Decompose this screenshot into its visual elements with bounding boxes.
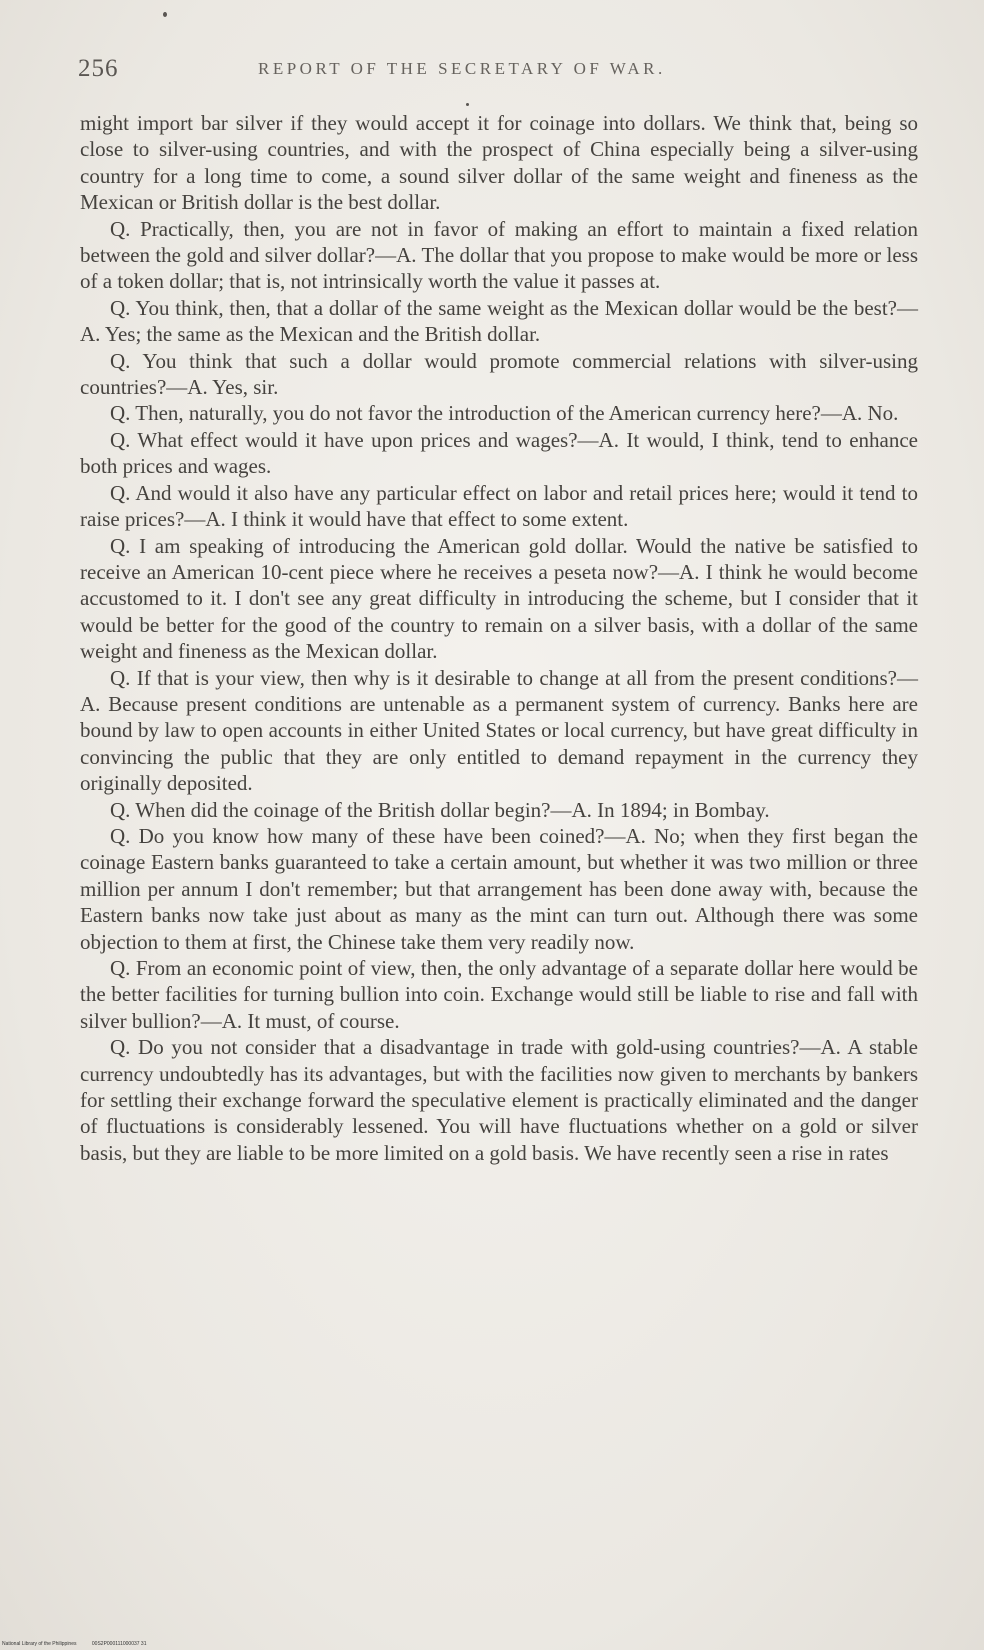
page-number: 256 — [78, 55, 119, 82]
paragraph: Q. Do you know how many of these have been coined?—A. No; when they first began the coinage Eastern banks guaranteed to take a certain amount, but whether it was two million or three million per annum I don't remember; but that arrangement has been done away with, because the Eastern banks now take just about as many as the mint can turn out. Although there was some objection to them at first, the Chinese take them very readily now. — [80, 823, 918, 954]
body-text — [80, 110, 918, 1166]
paragraph: Q. Do you not consider that a disadvantage in trade with gold-using countries?—A. A stable currency undoubtedly has its advantages, but with the facilities now given to merchants by bankers for settling their exchange forward the speculative element is practically eliminated and the danger of fluctuations is considerably lessened. You will have fluctuations whether on a gold or silver basis, but they are liable to be more limited on a gold basis. We have recently seen a rise in rates — [80, 1035, 918, 1165]
running-head: REPORT OF THE SECRETARY OF WAR. — [258, 59, 666, 78]
paragraph: Q. If that is your view, then why is it desirable to change at all from the present conditions?—A. Because present conditions are untenable as a permanent system of currency. Banks here are bound by law to open accounts in either United States or local currency, but have great difficulty in convincing the public that they are only entitled to demand repayment in the currency they originally deposited. — [80, 665, 918, 796]
paragraph: Q. Practically, then, you are not in favor of making an effort to maintain a fixed relation between the gold and silver dollar?—A. The dollar that you propose to make would be more or less of a token dollar; that is, not intrinsically worth the value it passes at. — [80, 216, 918, 294]
paragraph: Q. And would it also have any particular effect on labor and retail prices here; would it tend to raise prices?—A. I think it would have that effect to some extent. — [80, 480, 918, 532]
paragraph: Q. You think that such a dollar would promote commercial relations with silver-using countries?—A. Yes, sir. — [80, 348, 918, 400]
ink-speck — [163, 12, 167, 17]
ink-speck — [466, 103, 469, 106]
scan-code: 00S2P000111000037 31 — [91, 1641, 147, 1647]
paragraph: Q. I am speaking of introducing the American gold dollar. Would the native be satisfied to receive an American 10-cent piece where he receives a peseta now?—A. I think he would become accustomed to it. I don't see any great difficulty in introducing the scheme, but I consider that it would be better for the good of the country to remain on a silver basis, with a dollar of the same weight and fineness as the Mexican dollar. — [80, 533, 918, 664]
library-credit: National Library of the Philippines — [2, 1641, 77, 1647]
paragraph: Q. What effect would it have upon prices and wages?—A. It would, I think, tend to enhance both prices and wages. — [80, 427, 918, 479]
paragraph: Q. From an economic point of view, then, the only advantage of a separate dollar here would be the better facilities for turning bullion into coin. Exchange would still be liable to rise and fall with silver bullion?—A. It must, of course. — [80, 956, 918, 1033]
paragraph: Q. Then, naturally, you do not favor the introduction of the American currency here?—A. No. — [110, 401, 899, 426]
paragraph: might import bar silver if they would accept it for coinage into dollars. We think that, being so close to silver-using countries, and with the prospect of China especially being a silver-using country for a long time to come, a sound silver dollar of the same weight and fineness as the Mexican or British dollar is the best dollar. — [80, 111, 918, 215]
page-header — [78, 55, 924, 91]
paragraph: Q. When did the coinage of the British dollar begin?—A. In 1894; in Bombay. — [110, 797, 770, 822]
paragraph: Q. You think, then, that a dollar of the same weight as the Mexican dollar would be the best?—A. Yes; the same as the Mexican and the British dollar. — [80, 295, 918, 347]
scan-footer — [2, 1641, 160, 1647]
